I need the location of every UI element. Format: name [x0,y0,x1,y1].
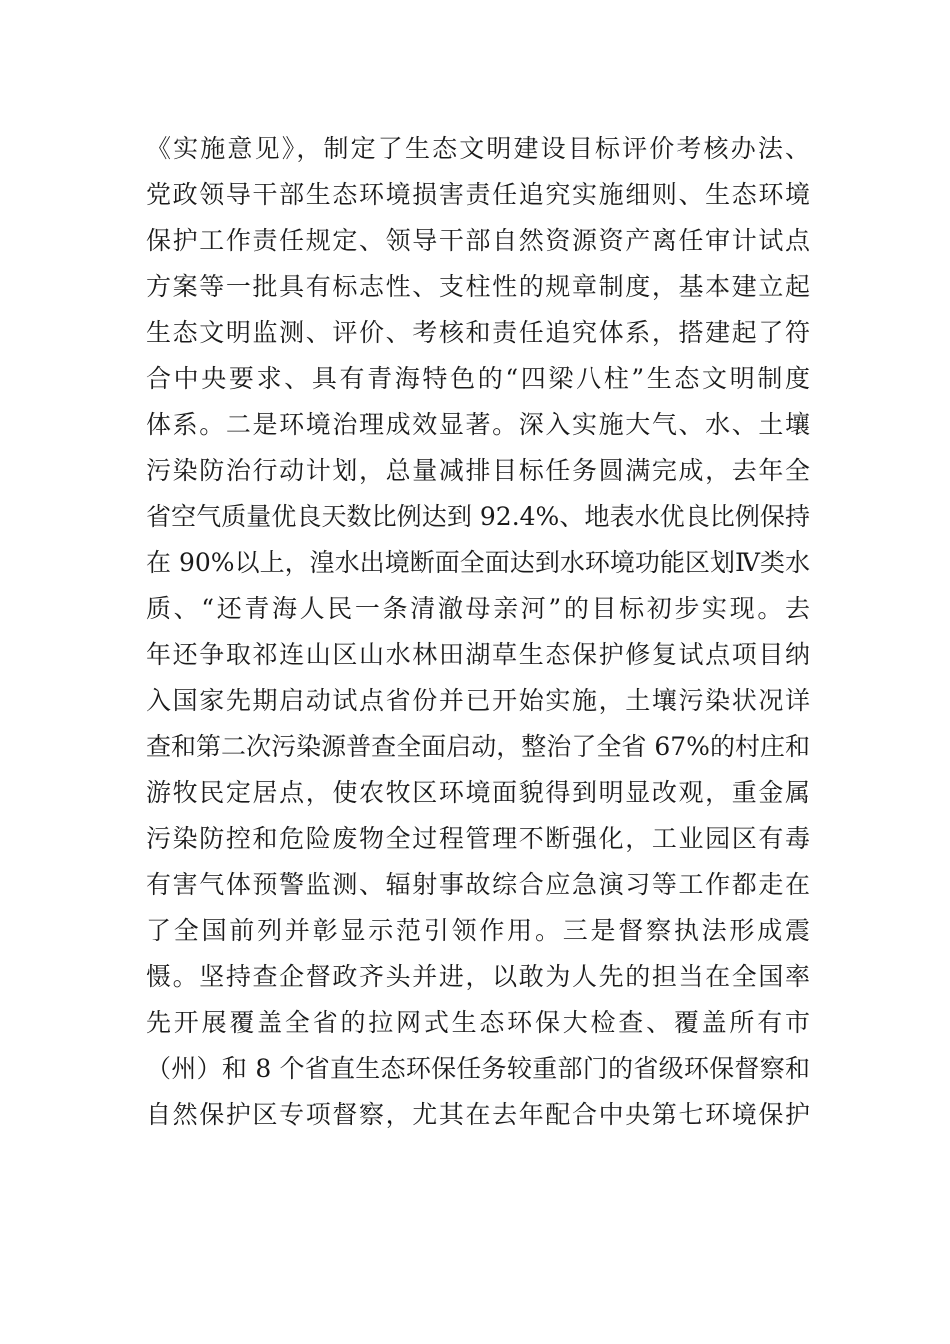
text-line: 了全国前列并彰显示范引领作用。三是督察执法形成震 [146,916,810,945]
text-line: 方案等一批具有标志性、支柱性的规章制度，基本建立起 [146,272,810,301]
text-line: 污染防控和危险废物全过程管理不断强化，工业园区有毒 [146,824,810,853]
text-line: 自然保护区专项督察，尤其在去年配合中央第七环境保护 [146,1100,810,1129]
text-line: 合中央要求、具有青海特色的“四梁八柱”生态文明制度 [146,364,810,393]
text-line: 先开展覆盖全省的拉网式生态环保大检查、覆盖所有市 [146,1008,810,1037]
text-line: 在 90%以上，湟水出境断面全面达到水环境功能区划Ⅳ类水 [146,548,810,577]
text-line: 慑。坚持查企督政齐头并进，以敢为人先的担当在全国率 [146,962,810,991]
text-line: 保护工作责任规定、领导干部自然资源资产离任审计试点 [146,226,810,255]
text-line: 有害气体预警监测、辐射事故综合应急演习等工作都走在 [146,870,810,899]
text-line: （州）和 8 个省直生态环保任务较重部门的省级环保督察和 [146,1054,810,1083]
body-text [146,126,810,1138]
text-line: 《实施意见》，制定了生态文明建设目标评价考核办法、 [146,134,810,163]
text-line: 查和第二次污染源普查全面启动，整治了全省 67%的村庄和 [146,732,810,761]
text-line: 年还争取祁连山区山水林田湖草生态保护修复试点项目纳 [146,640,810,669]
text-line: 省空气质量优良天数比例达到 92.4%、地表水优良比例保持 [146,502,810,531]
text-line: 党政领导干部生态环境损害责任追究实施细则、生态环境 [146,180,810,209]
text-line: 游牧民定居点，使农牧区环境面貌得到明显改观，重金属 [146,778,810,807]
text-line: 质、“还青海人民一条清澈母亲河”的目标初步实现。去 [146,594,810,623]
text-line: 入国家先期启动试点省份并已开始实施，土壤污染状况详 [146,686,810,715]
text-line: 污染防治行动计划，总量减排目标任务圆满完成，去年全 [146,456,810,485]
text-line: 体系。二是环境治理成效显著。深入实施大气、水、土壤 [146,410,810,439]
text-line: 生态文明监测、评价、考核和责任追究体系，搭建起了符 [146,318,810,347]
